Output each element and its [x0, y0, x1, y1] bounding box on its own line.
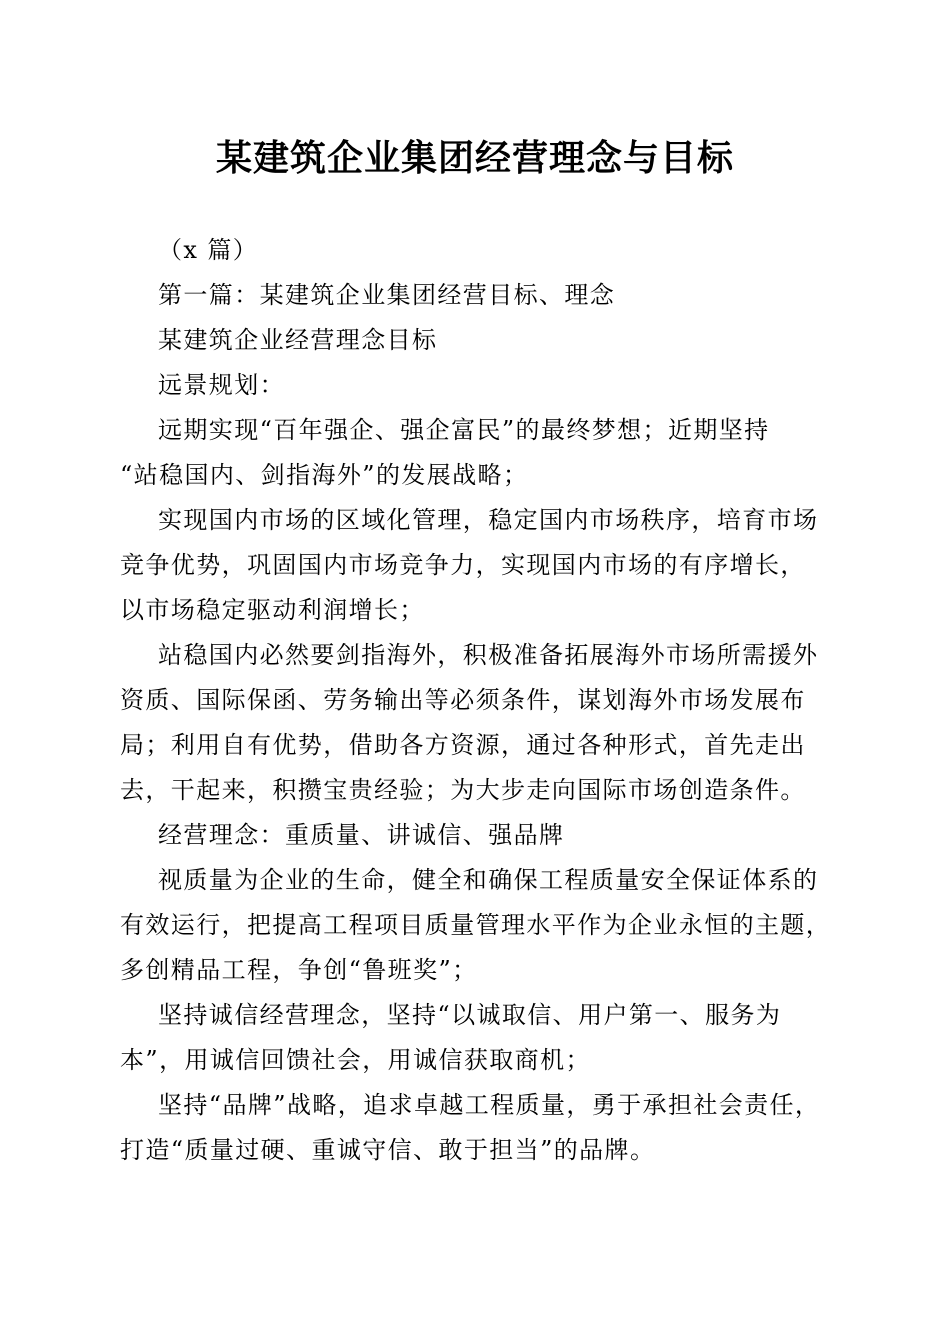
- section-heading: [120, 273, 840, 318]
- text-line: 坚持诚信经营理念，坚持“以诚取信、用户第一、服务为: [158, 1001, 782, 1029]
- philosophy-label: [120, 813, 840, 858]
- text-line: 有效运行，把提高工程项目质量管理水平作为企业永恒的主题，: [120, 911, 832, 939]
- paragraph: [120, 633, 840, 813]
- paragraph: [120, 498, 840, 633]
- text-line: 以市场稳定驱动利润增长；: [120, 596, 425, 624]
- paragraph: [120, 993, 840, 1083]
- text-line: 竞争优势，巩固国内市场竞争力，实现国内市场的有序增长，: [120, 551, 806, 579]
- text-line: 远景规划：: [158, 371, 285, 399]
- text-line: 远期实现“百年强企、强企富民”的最终梦想；近期坚持: [158, 416, 770, 444]
- paragraph: [120, 1083, 840, 1173]
- text-line: 打造“质量过硬、重诚守信、敢于担当”的品牌。: [120, 1136, 656, 1164]
- text-line: 本”，用诚信回馈社会，用诚信获取商机；: [120, 1046, 591, 1074]
- text-line: 资质、国际保函、劳务输出等必须条件，谋划海外市场发展布: [120, 686, 806, 714]
- paragraph: [120, 858, 840, 993]
- text-line: 视质量为企业的生命，健全和确保工程质量安全保证体系的: [158, 866, 819, 894]
- paragraph: [120, 408, 840, 498]
- vision-label: [120, 363, 840, 408]
- text-line: 去，干起来，积攒宝贵经验；为大步走向国际市场创造条件。: [120, 776, 806, 804]
- text-line: 多创精品工程，争创“鲁班奖”；: [120, 956, 478, 984]
- subheading: [120, 318, 840, 363]
- text-line: 某建筑企业经营理念目标: [158, 326, 438, 354]
- text-line: 站稳国内必然要剑指海外，积极准备拓展海外市场所需援外: [158, 641, 819, 669]
- text-line: 坚持“品牌”战略，追求卓越工程质量，勇于承担社会责任，: [158, 1091, 821, 1119]
- text-line: 经营理念：重质量、讲诚信、强品牌: [158, 821, 565, 849]
- text-line: 第一篇：某建筑企业集团经营目标、理念: [158, 281, 616, 309]
- text-line: （x 篇）: [158, 236, 259, 264]
- document-body: [120, 228, 840, 1173]
- text-line: 局；利用自有优势，借助各方资源，通过各种形式，首先走出: [120, 731, 806, 759]
- text-line: “站稳国内、剑指海外”的发展战略；: [120, 461, 529, 489]
- paragraph-count-note: [120, 228, 840, 273]
- document-title: 某建筑企业集团经营理念与目标: [215, 137, 734, 179]
- text-line: 实现国内市场的区域化管理，稳定国内市场秩序，培育市场: [158, 506, 819, 534]
